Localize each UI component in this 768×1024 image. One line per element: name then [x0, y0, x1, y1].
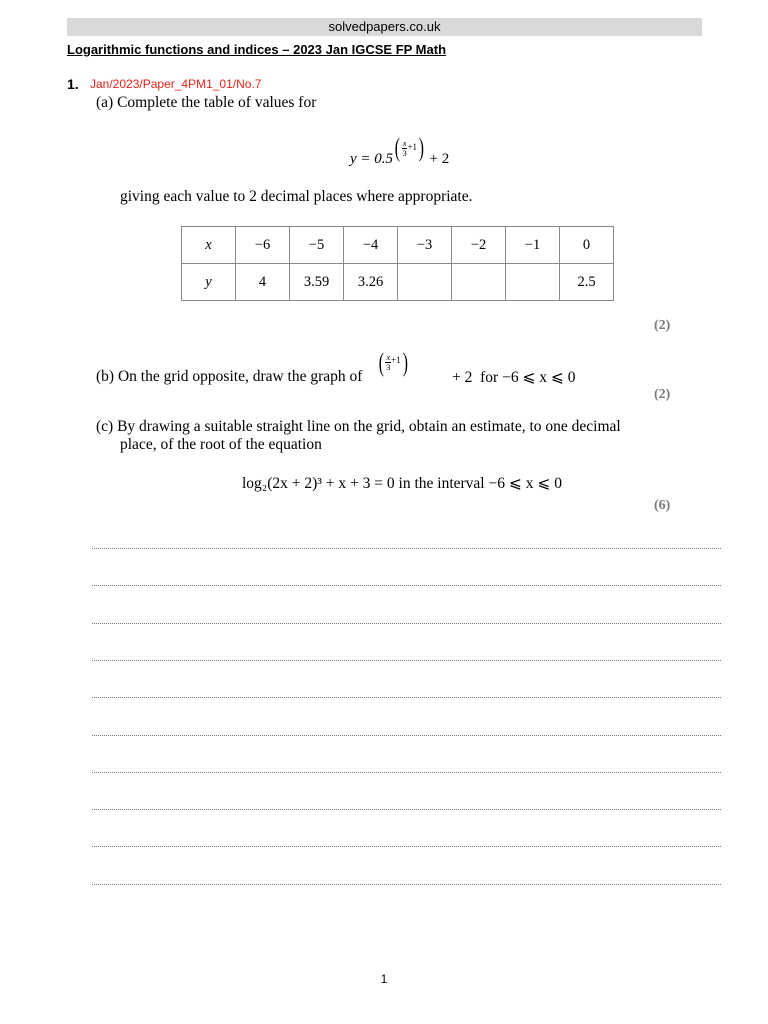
answer-line[interactable] — [92, 660, 721, 661]
table-cell-x: −3 — [398, 227, 452, 264]
table-cell-y-blank[interactable] — [398, 264, 452, 301]
part-c-line1: (c) By drawing a suitable straight line on the grid, obtain an estimate, to one decimal — [96, 418, 621, 435]
part-b-prefix: (b) On the grid opposite, draw the graph of — [96, 368, 363, 385]
table-cell-x: 0 — [560, 227, 614, 264]
table-row-x — [182, 227, 614, 264]
document-title: Logarithmic functions and indices – 2023 Jan IGCSE FP Math — [67, 42, 447, 57]
formula-close-paren: ) — [418, 133, 424, 162]
table-cell-y-blank[interactable] — [506, 264, 560, 301]
values-table — [181, 226, 614, 301]
table-cell-x: −6 — [236, 227, 290, 264]
formula-close-paren: ) — [402, 348, 408, 377]
table-cell-y-blank[interactable] — [452, 264, 506, 301]
answer-line[interactable] — [92, 623, 721, 624]
answer-line[interactable] — [92, 884, 721, 885]
part-c-equation: log₂(2x + 2)³ + x + 3 = 0 in the interval −6 ⩽ x ⩽ 0 — [242, 475, 562, 492]
answer-line[interactable] — [92, 548, 721, 549]
table-cell-x: −5 — [290, 227, 344, 264]
table-cell-y: 2.5 — [560, 264, 614, 301]
fraction-numerator: x — [402, 138, 407, 148]
formula-plus-one: +1 — [407, 142, 418, 152]
table-cell-y: 3.26 — [344, 264, 398, 301]
domain-text: for −6 ⩽ x ⩽ 0 — [480, 369, 576, 386]
site-header: solvedpapers.co.uk — [67, 18, 702, 36]
formula-lhs: y = 0.5 — [350, 151, 394, 167]
fraction-denominator: 3 — [402, 148, 407, 158]
part-b-marks: (2) — [654, 387, 671, 402]
page-number: 1 — [380, 972, 388, 986]
formula-open-paren: ( — [378, 348, 384, 377]
formula-plus-one: +1 — [391, 355, 401, 365]
part-a-instruction: giving each value to 2 decimal places where appropriate. — [120, 188, 473, 205]
table-x-label: x — [182, 227, 236, 264]
question-reference: Jan/2023/Paper_4PM1_01/No.7 — [90, 77, 262, 91]
table-y-label: y — [182, 264, 236, 301]
table-cell-x: −2 — [452, 227, 506, 264]
part-c-line2: place, of the root of the equation — [120, 436, 322, 453]
answer-line[interactable] — [92, 585, 721, 586]
formula-open-paren: ( — [394, 133, 400, 162]
answer-line[interactable] — [92, 809, 721, 810]
part-a-marks: (2) — [654, 318, 671, 333]
table-cell-x: −4 — [344, 227, 398, 264]
answer-line[interactable] — [92, 735, 721, 736]
table-row-y — [182, 264, 614, 301]
table-cell-y: 3.59 — [290, 264, 344, 301]
part-a-prompt: (a) Complete the table of values for — [96, 94, 317, 111]
part-b-suffix — [452, 368, 576, 387]
fraction-denominator: 3 — [386, 362, 391, 372]
table-cell-y: 4 — [236, 264, 290, 301]
question-number: 1. — [67, 76, 79, 92]
formula-tail: + 2 — [429, 151, 450, 167]
answer-line[interactable] — [92, 772, 721, 773]
formula-tail: + 2 — [452, 369, 473, 386]
answer-line[interactable] — [92, 697, 721, 698]
answer-line[interactable] — [92, 846, 721, 847]
part-c-marks: (6) — [654, 498, 671, 513]
part-a-formula — [350, 133, 450, 167]
table-cell-x: −1 — [506, 227, 560, 264]
part-b-formula — [370, 348, 409, 377]
fraction-numerator: x — [386, 352, 391, 362]
